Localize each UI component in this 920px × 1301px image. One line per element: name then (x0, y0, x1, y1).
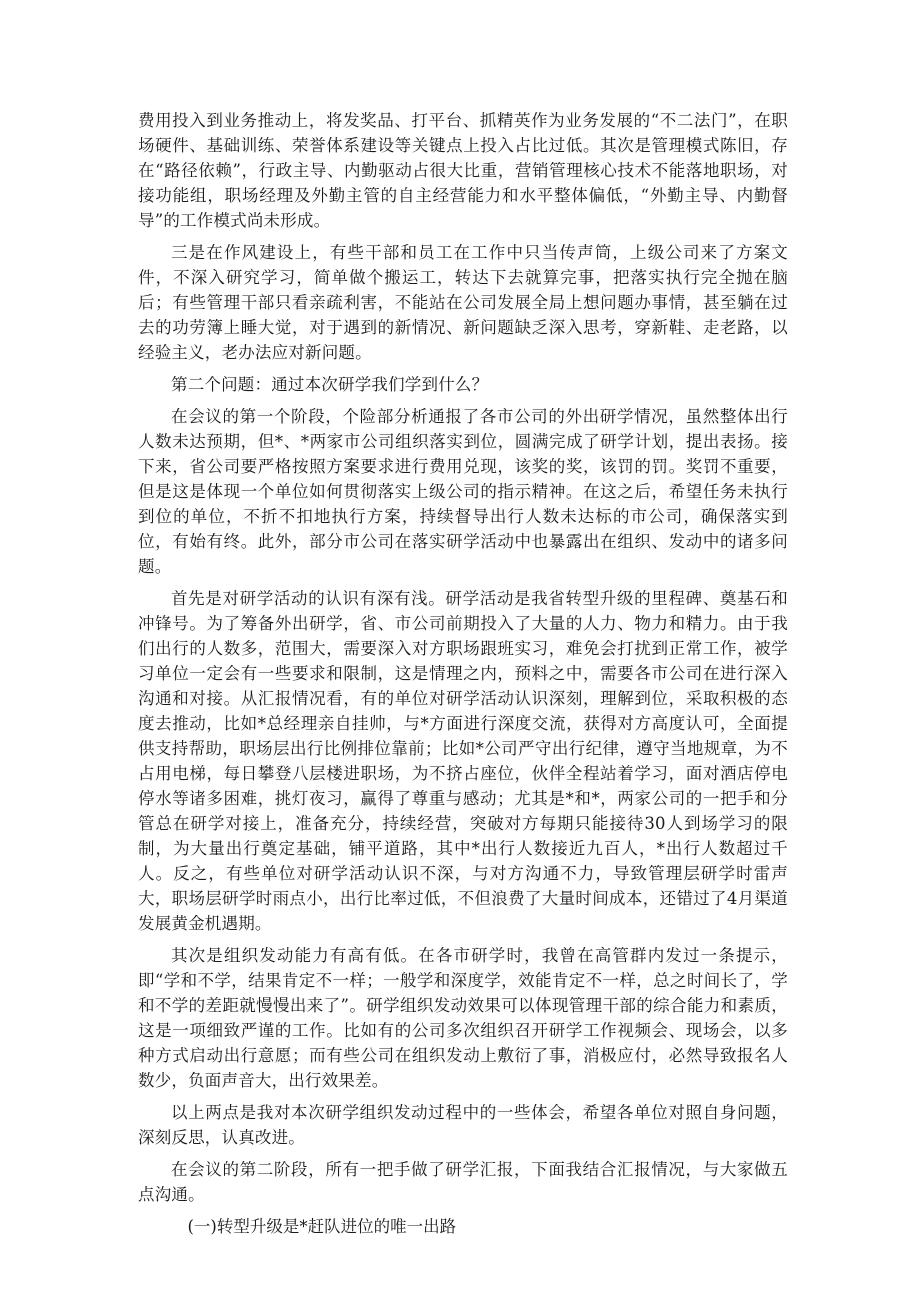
document-body (138, 108, 788, 1246)
paragraph-meeting-stage-one: 在会议的第一个阶段，个险部分析通报了各市公司的外出研学情况，虽然整体出行人数未达预期，但*、*两家市公司组织落实到位，圆满完成了研学计划，提出表扬。接下来，省公司要严格按照方案要求进行费用兑现，该奖的奖，该罚的罚。奖罚不重要，但是这是体现一个单位如何贯彻落实上级公司的指示精神。在这之后，希望任务未执行到位的单位，不折不扣地执行方案，持续督导出行人数未达标的市公司，确保落实到位，有始有终。此外，部分市公司在落实研学活动中也暴露出在组织、发动中的诸多问题。 (138, 407, 788, 576)
paragraph-work-style: 三是在作风建设上，有些干部和员工在工作中只当传声筒，上级公司来了方案文件，不深入研究学习，简单做个搬运工，转达下去就算完事，把落实执行完全抛在脑后；有些管理干部只看亲疏利害，不能站在公司发展全局上想问题办事情，甚至躺在过去的功劳簿上睡大觉，对于遇到的新情况、新问题缺乏深入思考，穿新鞋、走老路，以经验主义，老办法应对新问题。 (138, 243, 788, 362)
paragraph-management-issues: 费用投入到业务推动上，将发奖品、打平台、抓精英作为业务发展的“不二法门”，在职场硬件、基础训练、荣誉体系建设等关键点上投入占比过低。其次是管理模式陈旧，存在“路径依赖”，行政主导、内勤驱动占很大比重，营销管理核心技术不能落地职场，对接功能组，职场经理及外勤主管的自主经营能力和水平整体偏低，“外勤主导、内勤督导”的工作模式尚未形成。 (138, 111, 788, 230)
paragraph-meeting-stage-two: 在会议的第二阶段，所有一把手做了研学汇报，下面我结合汇报情况，与大家做五点沟通。 (138, 1160, 788, 1204)
subheading-transformation: (一)转型升级是*赶队进位的唯一出路 (187, 1217, 457, 1236)
paragraph-organization-ability: 其次是组织发动能力有高有低。在各市研学时，我曾在高管群内发过一条提示，即“学和不学，结果肯定不一样；一般学和深度学，效能肯定不一样，总之时间长了，学和不学的差距就慢慢出来了”。研学组织发动效果可以体现管理干部的综合能力和素质，这是一项细致严谨的工作。比如有的公司多次组织召开研学工作视频会、现场会，以多种方式启动出行意愿；而有些公司在组织发动上敷衍了事，消极应付，必然导致报名人数少，负面声音大，出行效果差。 (138, 946, 788, 1090)
paragraph-awareness: 首先是对研学活动的认识有深有浅。研学活动是我省转型升级的里程碑、奠基石和冲锋号。为了筹备外出研学，省、市公司前期投入了大量的人力、物力和精力。由于我们出行的人数多，范围大，需要深入对方职场跟班实习，难免会打扰到正常工作，被学习单位一定会有一些要求和限制，这是情理之内，预料之中，需要各市公司在进行深入沟通和对接。从汇报情况看，有的单位对研学活动认识深刻，理解到位，采取积极的态度去推动，比如*总经理亲自挂帅，与*方面进行深度交流，获得对方高度认可，全面提供支持帮助，职场层出行比例排位靠前；比如*公司严守出行纪律，遵守当地规章，为不占用电梯，每日攀登八层楼进职场，为不挤占座位，伙伴全程站着学习，面对酒店停电停水等诸多困难，挑灯夜习，赢得了尊重与感动；尤其是*和*，两家公司的一把手和分管总在研学对接上，准备充分，持续经营，突破对方每期只能接待30人到场学习的限制，为大量出行奠定基础，铺平道路，其中*出行人数接近九百人，*出行人数超过千人。反之，有些单位对研学活动认识不深，与对方沟通不力，导致管理层研学时雷声大，职场层研学时雨点小，出行比率过低，不但浪费了大量时间成本，还错过了4月渠道发展黄金机遇期。 (138, 589, 788, 933)
section-question-two: 第二个问题：通过本次研学我们学到什么？ (171, 375, 489, 394)
paragraph-summary: 以上两点是我对本次研学组织发动过程中的一些体会，希望各单位对照自身问题，深刻反思，认真改进。 (138, 1103, 788, 1147)
